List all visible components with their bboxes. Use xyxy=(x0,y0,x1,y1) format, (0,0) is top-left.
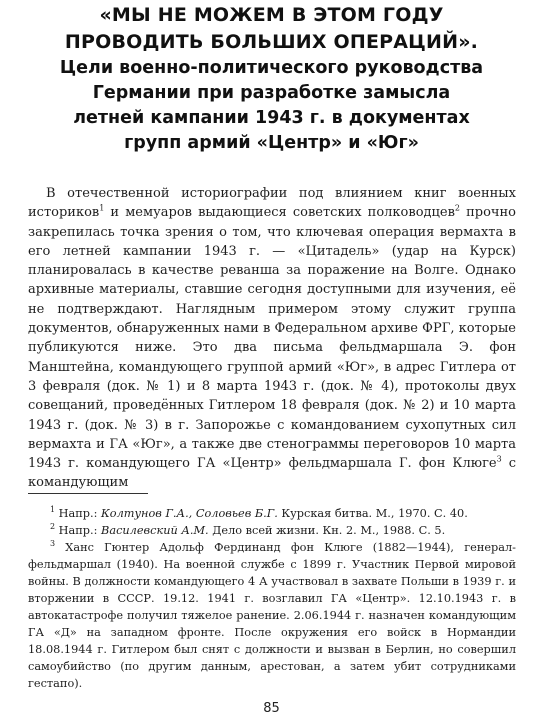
heading-subtitle-line-3: летней кампании 1943 г. в документах xyxy=(73,108,470,128)
footnote-divider xyxy=(28,493,148,494)
footnote-ref-1: 1 xyxy=(99,203,105,213)
footnote-number: 3 xyxy=(50,539,56,549)
heading-subtitle-line-4: групп армий «Центр» и «Юг» xyxy=(124,133,419,153)
footnotes xyxy=(28,505,516,692)
body-text-segment: и мемуаров выдающиеся советских полководцев xyxy=(104,205,455,221)
heading-subtitle-line-2: Германии при разработке замысла xyxy=(92,83,451,103)
body-text xyxy=(28,184,516,493)
footnote-1 xyxy=(28,505,516,522)
page-number: 85 xyxy=(263,701,280,716)
heading-title-line-2: ПРОВОДИТЬ БОЛЬШИХ ОПЕРАЦИЙ». xyxy=(64,31,479,53)
heading-title-line-1: «МЫ НЕ МОЖЕМ В ЭТОМ ГОДУ xyxy=(99,4,444,26)
footnote-authors: Василевский А.М. xyxy=(101,524,209,537)
footnote-ref-2: 2 xyxy=(454,203,460,213)
footnote-citation: Курская битва. М., 1970. С. 40. xyxy=(277,507,468,520)
body-text-segment: В отечественной историографии под влиянием книг военных историков xyxy=(28,186,516,221)
body-paragraph xyxy=(28,184,516,493)
body-text-segment: прочно закрепилась точка зрения о том, что ключевая операция вермахта в его летней кампании 1943 г. — «Цитадель» (удар на Курск) планировалась в качестве реванша за поражение на Волге. Однако архивные материалы, ставшие сегодня доступными для изучения, её не подтверждают. Наглядным примером этому служит группа документов, обнаруженных нами в Федеральном архиве ФРГ, которые публикуются ниже. Это два письма фельдмаршала Э. фон Манштейна, командующего группой армий «Юг», в адрес Гитлера от 3 февраля (док. № 1) и 8 марта 1943 г. (док. № 4), протоколы двух совещаний, проведённых Гитлером 18 февраля (док. № 2) и 10 марта 1943 г. (док. № 3) в г. Запорожье с командованием сухопутных сил вермахта и ГА «Юг», а также две стенограммы переговоров 10 марта 1943 г. командующего ГА «Центр» фельдмаршала Г. фон Клюге xyxy=(28,205,517,472)
footnote-prefix: Напр.: xyxy=(55,524,102,537)
body-text-segment: с командующим xyxy=(28,456,516,491)
footnote-number: 2 xyxy=(50,522,56,532)
footnote-ref-3: 3 xyxy=(496,454,502,464)
footnote-3 xyxy=(28,539,516,692)
footnote-authors: Колтунов Г.А., Соловьев Б.Г. xyxy=(101,507,278,520)
footnote-2 xyxy=(28,522,516,539)
footnote-number: 1 xyxy=(50,505,56,515)
footnote-prefix: Напр.: xyxy=(55,507,102,520)
footnote-text: Ханс Гюнтер Адольф Фердинанд фон Клюге (1882—1944), генерал-фельдмаршал (1940). На военной службе с 1899 г. Участник Первой мировой войны. В должности командующего 4 А участвовал в захвате Польши в 1939 г. и вторжении в СССР. 19.12. 1941 г. возглавил ГА «Центр». 12.10.1943 г. в автокатастрофе получил тяжелое ранение. 2.06.1944 г. назначен командующим ГА «Д» на западном фронте. После окружения его войск в Нормандии 18.08.1944 г. Гитлером был снят с должности и вызван в Берлин, но совершил самоубийство (по другим данным, арестован, а затем убит сотрудниками гестапо). xyxy=(28,541,516,690)
footnote-citation: Дело всей жизни. Кн. 2. М., 1988. С. 5. xyxy=(208,524,446,537)
chapter-heading xyxy=(20,2,523,156)
heading-subtitle-line-1: Цели военно-политического руководства xyxy=(59,58,484,78)
